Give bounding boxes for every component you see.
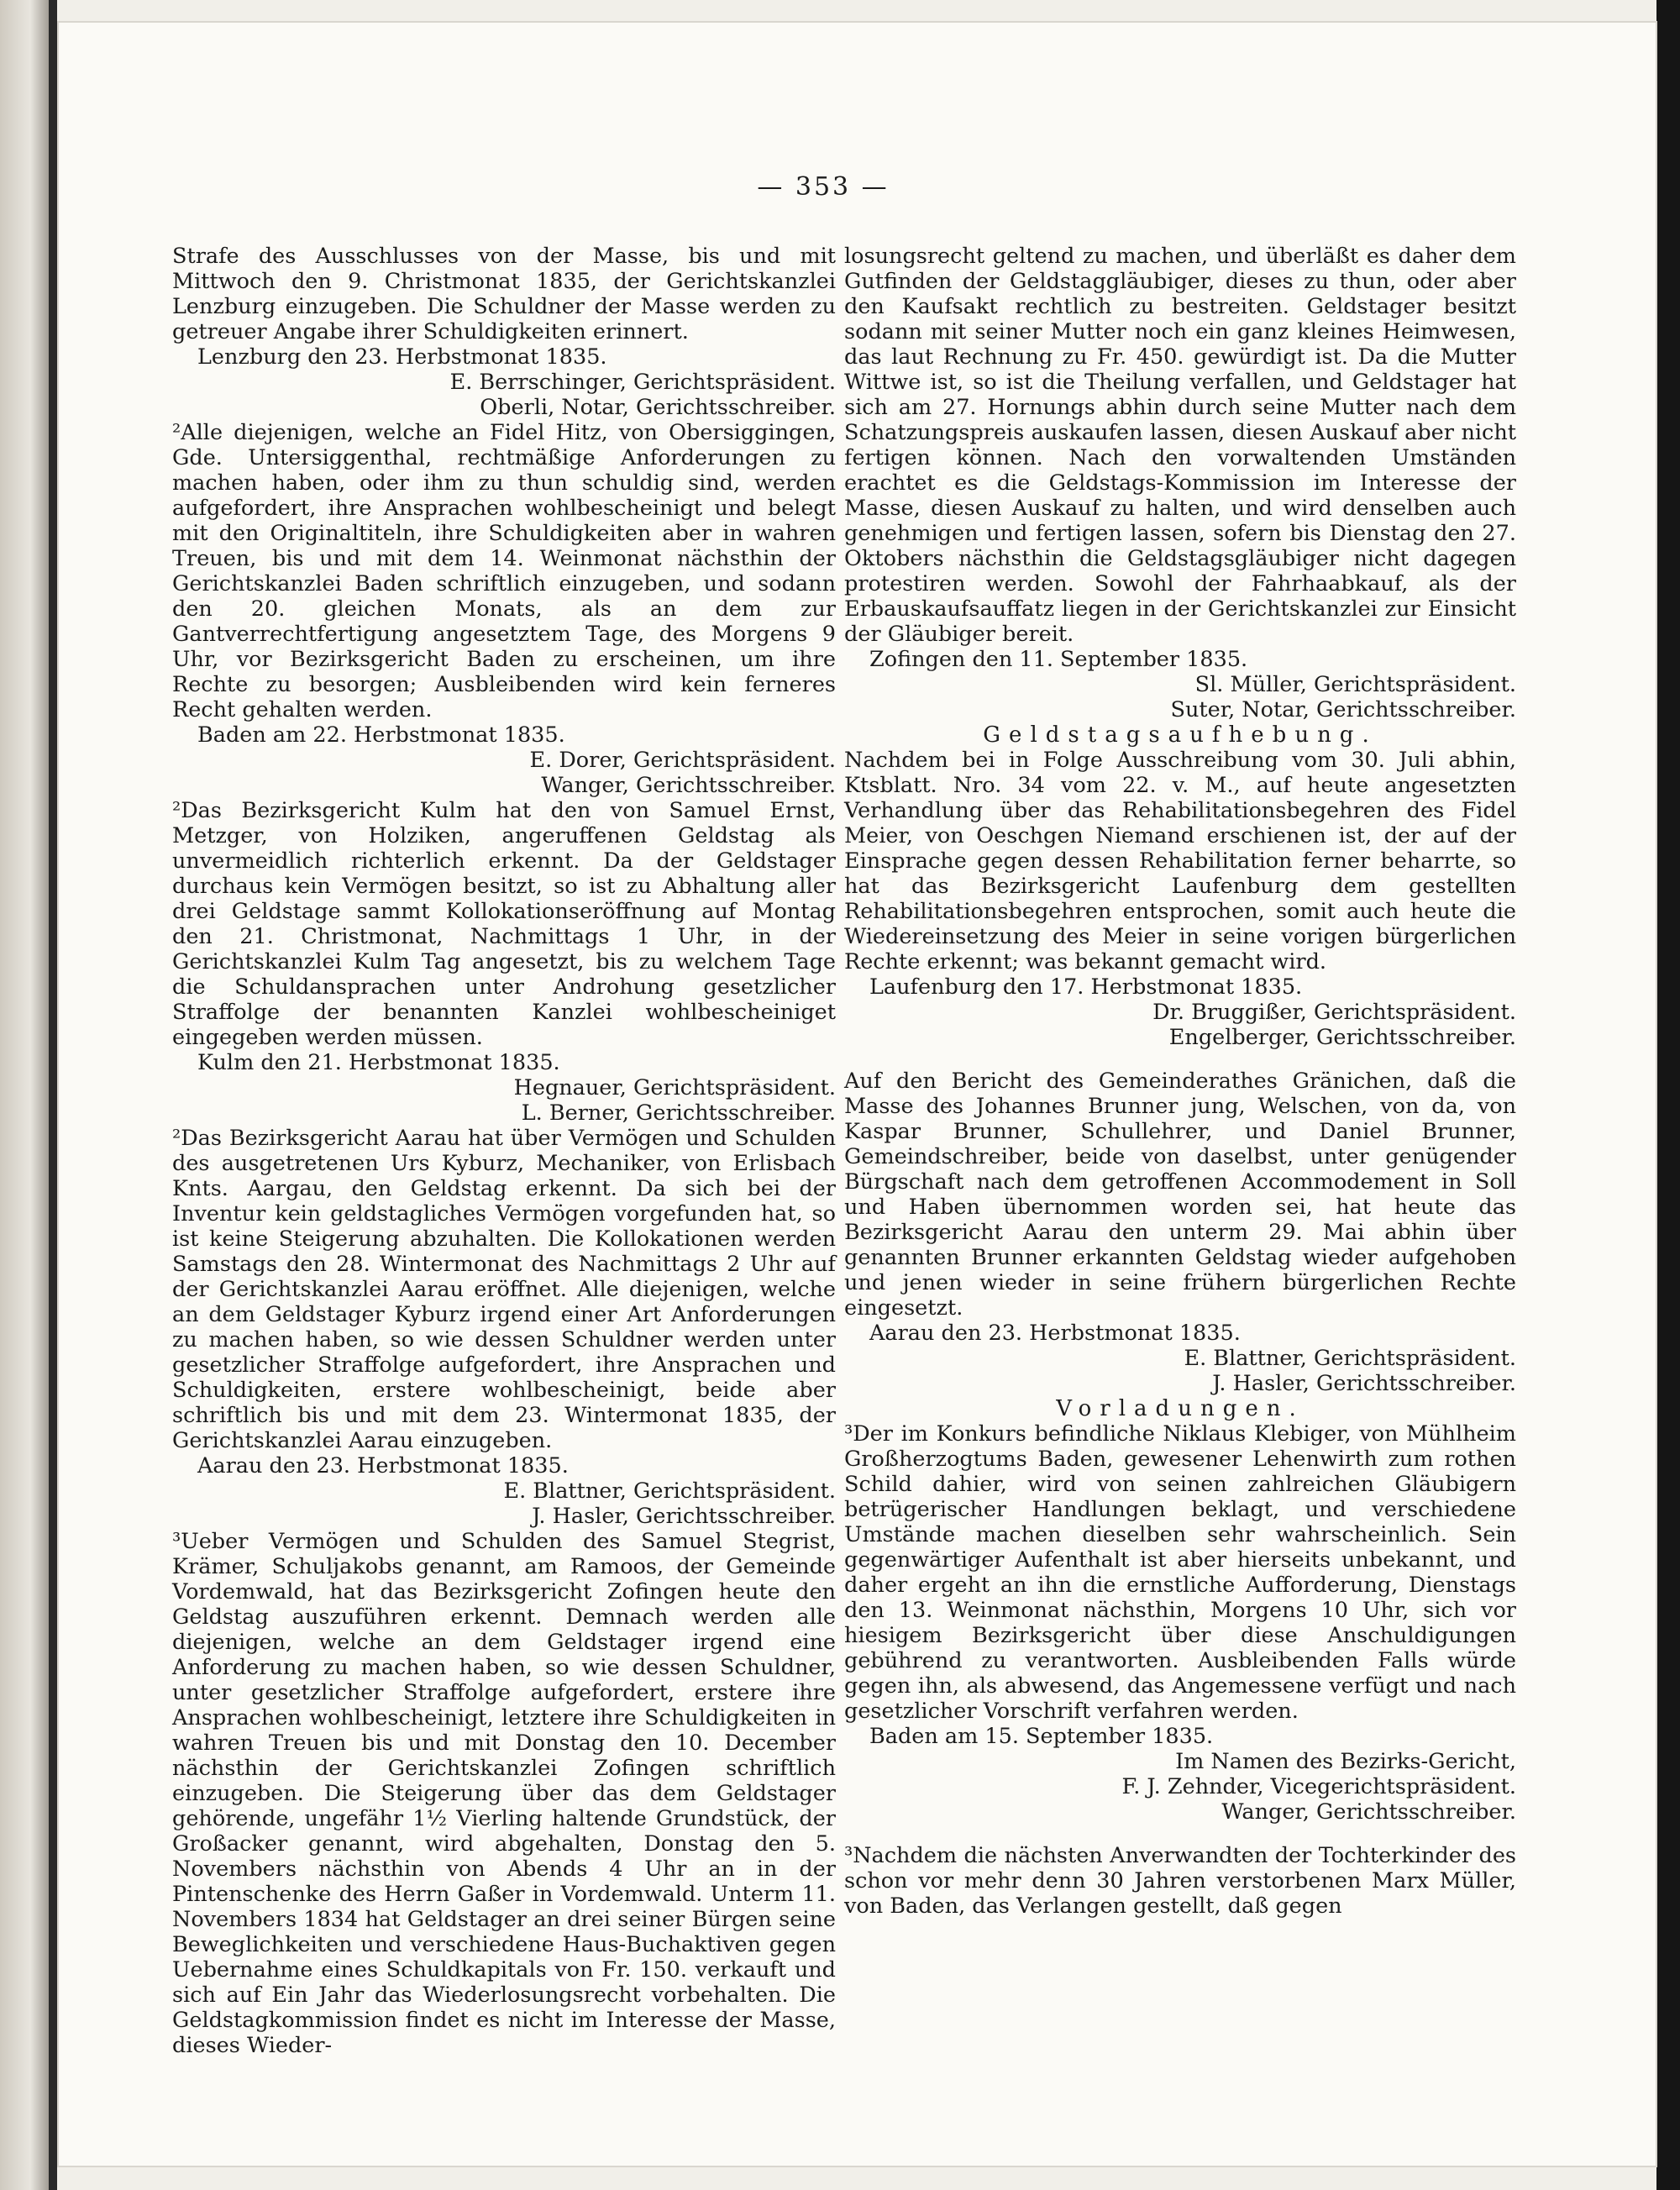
notice-paragraph: losungsrecht geltend zu machen, und überläßt es daher dem Gutfinden der Geldstaggläubiger, dieses zu thun, oder aber den Kaufsakt rechtlich zu bestreiten. Geldstager besitzt sodann mit seiner Mutter noch ein ganz kleines Heimwesen, das laut Rechnung zu Fr. 450. gewürdigt ist. Da die Mutter Wittwe ist, so ist die Theilung verfallen, und Geldstager hat sich am 27. Hornungs abhin durch seine Mutter nach dem Schatzungspreis auskaufen lassen, diesen Auskauf aber nicht fertigen können. Nach den vorwaltenden Umständen erachtet es die Geldstags-Kommission im Interesse der Masse, diesen Auskauf zu halten, und wird denselben auch genehmigen und fertigen lassen, sofern bis Dienstag den 27. Oktobers nächsthin die Geldstagsgläubiger nicht dagegen protestiren werden. Sowohl der Fahrhaabkauf, als der Erbauskaufsauffatz liegen in der Gerichtskanzlei zur Einsicht der Gläubiger bereit. — [844, 244, 1516, 647]
signature-line: Hegnauer, Gerichtspräsident. — [513, 1075, 836, 1100]
place-date-line: Lenzburg den 23. Herbstmonat 1835. — [197, 344, 607, 370]
notice-paragraph: ³Ueber Vermögen und Schulden des Samuel Stegrist, Krämer, Schuljakobs genannt, am Ramoos, der Gemeinde Vordemwald, hat das Bezirksgericht Zofingen heute den Geldstag auszuführen erkennt. Demnach werden alle diejenigen, welche an dem Geldstager irgend eine Anforderung zu machen haben, so wie dessen Schuldner, unter gesetzlicher Straffolge aufgefordert, erstere ihre Ansprachen wohlbescheinigt, letztere ihre Schuldigkeiten in wahren Treuen bis und mit Donstag den 10. December nächsthin der Gerichtskanzlei Zofingen schriftlich einzugeben. Die Steigerung über das dem Geldstager gehörende, ungefähr 1½ Vierling haltende Grundstück, der Großacker genannt, wird abgehalten, Donstag den 5. Novembers nächsthin von Abends 4 Uhr an in der Pintenschenke des Herrn Gaßer in Vordemwald. Unterm 11. Novembers 1834 hat Geldstager an drei seiner Bürgen seine Beweglichkeiten und verschiedene Haus-Buchaktiven gegen Uebernahme eines Schuldkapitals von Fr. 150. verkauft und sich auf Ein Jahr das Wiederlosungsrecht vorbehalten. Die Geldstagkommission findet es nicht im Interesse der Masse, dieses Wieder- — [172, 1529, 836, 2058]
signature-line: Engelberger, Gerichtsschreiber. — [1168, 1025, 1516, 1050]
signature-line: Dr. Bruggißer, Gerichtspräsident. — [1152, 1000, 1516, 1025]
place-date-line: Baden am 15. September 1835. — [869, 1724, 1214, 1749]
section-heading: Vorladungen. — [1056, 1396, 1305, 1421]
place-date-line: Aarau den 23. Herbstmonat 1835. — [197, 1453, 569, 1478]
place-date-line: Kulm den 21. Herbstmonat 1835. — [197, 1050, 560, 1075]
signature-line: F. J. Zehnder, Vicegerichtspräsident. — [1121, 1774, 1516, 1799]
signature-line: J. Hasler, Gerichtsschreiber. — [532, 1504, 836, 1529]
signature-line: E. Dorer, Gerichtspräsident. — [529, 748, 836, 773]
notice-paragraph: Nachdem bei in Folge Ausschreibung vom 30. Juli abhin, Ktsblatt. Nro. 34 vom 22. v. M., auf heute angesetzten Verhandlung über das Rehabilitationsbegehren des Fidel Meier, von Oeschgen Niemand erschienen ist, der auf der Einsprache gegen dessen Rehabilitation ferner beharrte, so hat das Bezirksgericht Laufenburg dem gestellten Rehabilitationsbegehren entsprochen, somit auch heute die Wiedereinsetzung des Meier in seine vorigen bürgerlichen Rechte erkennt; was bekannt gemacht wird. — [844, 748, 1516, 974]
left-column — [172, 244, 836, 2058]
section-heading: Geldstagsaufhebung. — [983, 722, 1378, 748]
place-date-line: Baden am 22. Herbstmonat 1835. — [197, 722, 565, 748]
page-gutter — [49, 0, 57, 2190]
notice-paragraph: ²Das Bezirksgericht Kulm hat den von Samuel Ernst, Metzger, von Holziken, angeruffenen Geldstag als unvermeidlich richterlich erkennt. Da der Geldstager durchaus kein Vermögen besitzt, so ist zu Abhaltung aller drei Geldstage sammt Kollokationseröffnung auf Montag den 21. Christmonat, Nachmittags 1 Uhr, in der Gerichtskanzlei Kulm Tag angesetzt, bis zu welchem Tage die Schuldansprachen unter Androhung gesetzlicher Straffolge der benannten Kanzlei wohlbescheiniget eingegeben werden müssen. — [172, 798, 836, 1050]
place-date-line: Zofingen den 11. September 1835. — [869, 647, 1248, 672]
notice-paragraph: ³Der im Konkurs befindliche Niklaus Klebiger, von Mühlheim Großherzogtums Baden, gewesener Lehenwirth zum rothen Schild dahier, wird von seinen zahlreichen Gläubigern betrügerischer Handlungen beklagt, und verschiedene Umstände machen dieselben sehr wahrscheinlich. Sein gegenwärtiger Aufenthalt ist aber hierseits unbekannt, und daher ergeht an ihn die ernstliche Aufforderung, Dienstags den 13. Weinmonat nächsthin, Morgens 10 Uhr, sich vor hiesigem Bezirksgericht über diese Anschuldigungen gebührend zu verantworten. Ausbleibenden Falls würde gegen ihn, als abwesend, das Angemessene verfügt und nach gesetzlicher Vorschrift verfahren werden. — [844, 1421, 1516, 1724]
signature-line: J. Hasler, Gerichtsschreiber. — [1212, 1371, 1516, 1396]
signature-line: Wanger, Gerichtsschreiber. — [541, 773, 836, 798]
signature-line: Suter, Notar, Gerichtsschreiber. — [1170, 697, 1516, 722]
notice-paragraph: ²Das Bezirksgericht Aarau hat über Vermögen und Schulden des ausgetretenen Urs Kyburz, Mechaniker, von Erlisbach Knts. Aargau, den Geldstag erkennt. Da sich bei der Inventur kein geldstagliches Vermögen vorgefunden hat, so ist keine Steigerung abzuhalten. Die Kollokationen werden Samstags den 28. Wintermonat des Nachmittags 2 Uhr auf der Gerichtskanzlei Aarau eröffnet. Alle diejenigen, welche an dem Geldstager Kyburz irgend einer Art Anforderungen zu machen haben, so wie dessen Schuldner werden unter gesetzlicher Straffolge aufgefordert, ihre Ansprachen und Schuldigkeiten, erstere wohlbescheinigt, beide aber schriftlich bis und mit dem 23. Wintermonat 1835, der Gerichtskanzlei Aarau einzugeben. — [172, 1126, 836, 1453]
signature-line: E. Blattner, Gerichtspräsident. — [503, 1478, 836, 1504]
notice-paragraph: Strafe des Ausschlusses von der Masse, bis und mit Mittwoch den 9. Christmonat 1835, der Gerichtskanzlei Lenzburg einzugeben. Die Schuldner der Masse werden zu getreuer Angabe ihrer Schuldigkeiten erinnert. — [172, 244, 836, 344]
spacer — [844, 1050, 1516, 1069]
right-column — [844, 244, 1516, 1919]
signature-line: L. Berner, Gerichtsschreiber. — [521, 1100, 836, 1126]
notice-paragraph: Auf den Bericht des Gemeinderathes Gränichen, daß die Masse des Johannes Brunner jung, Welschen, von da, von Kaspar Brunner, Schullehrer, und Daniel Brunner, Gemeindschreiber, beide von daselbst, unter genügender Bürgschaft nach dem getroffenen Accommodement in Soll und Haben übernommen worden sei, hat heute das Bezirksgericht Aarau den unterm 29. Mai abhin über genannten Brunner erkannten Geldstag wieder aufgehoben und jenen wieder in seine frühern bürgerlichen Rechte eingesetzt. — [844, 1069, 1516, 1321]
adjacent-page-edge — [0, 0, 50, 2190]
scan-border — [1656, 0, 1680, 2190]
spacer — [844, 1825, 1516, 1843]
page-number: — 353 — — [757, 172, 890, 202]
signature-line: Oberli, Notar, Gerichtsschreiber. — [480, 395, 836, 420]
signature-line: E. Berrschinger, Gerichtspräsident. — [449, 370, 836, 395]
notice-paragraph: ²Alle diejenigen, welche an Fidel Hitz, von Obersiggingen, Gde. Untersiggenthal, rechtmäßige Anforderungen zu machen haben, oder ihm zu thun schuldig sind, werden aufgefordert, ihre Ansprachen wohlbescheinigt und belegt mit den Originaltiteln, ihre Schuldigkeiten aber in wahren Treuen, bis und mit dem 14. Weinmonat nächsthin der Gerichtskanzlei Baden schriftlich einzugeben, und sodann den 20. gleichen Monats, als an dem zur Gantverrechtfertigung angesetztem Tage, des Morgens 9 Uhr, vor Bezirksgericht Baden zu erscheinen, um ihre Rechte zu besorgen; Ausbleibenden wird kein ferneres Recht gehalten werden. — [172, 420, 836, 722]
notice-paragraph: ³Nachdem die nächsten Anverwandten der Tochterkinder des schon vor mehr denn 30 Jahren verstorbenen Marx Müller, von Baden, das Verlangen gestellt, daß gegen — [844, 1843, 1516, 1919]
signature-line: Im Namen des Bezirks-Gericht, — [1175, 1749, 1516, 1774]
place-date-line: Laufenburg den 17. Herbstmonat 1835. — [869, 974, 1303, 1000]
signature-line: Wanger, Gerichtsschreiber. — [1221, 1799, 1516, 1825]
signature-line: E. Blattner, Gerichtspräsident. — [1184, 1346, 1516, 1371]
signature-line: Sl. Müller, Gerichtspräsident. — [1194, 672, 1516, 697]
place-date-line: Aarau den 23. Herbstmonat 1835. — [869, 1321, 1241, 1346]
